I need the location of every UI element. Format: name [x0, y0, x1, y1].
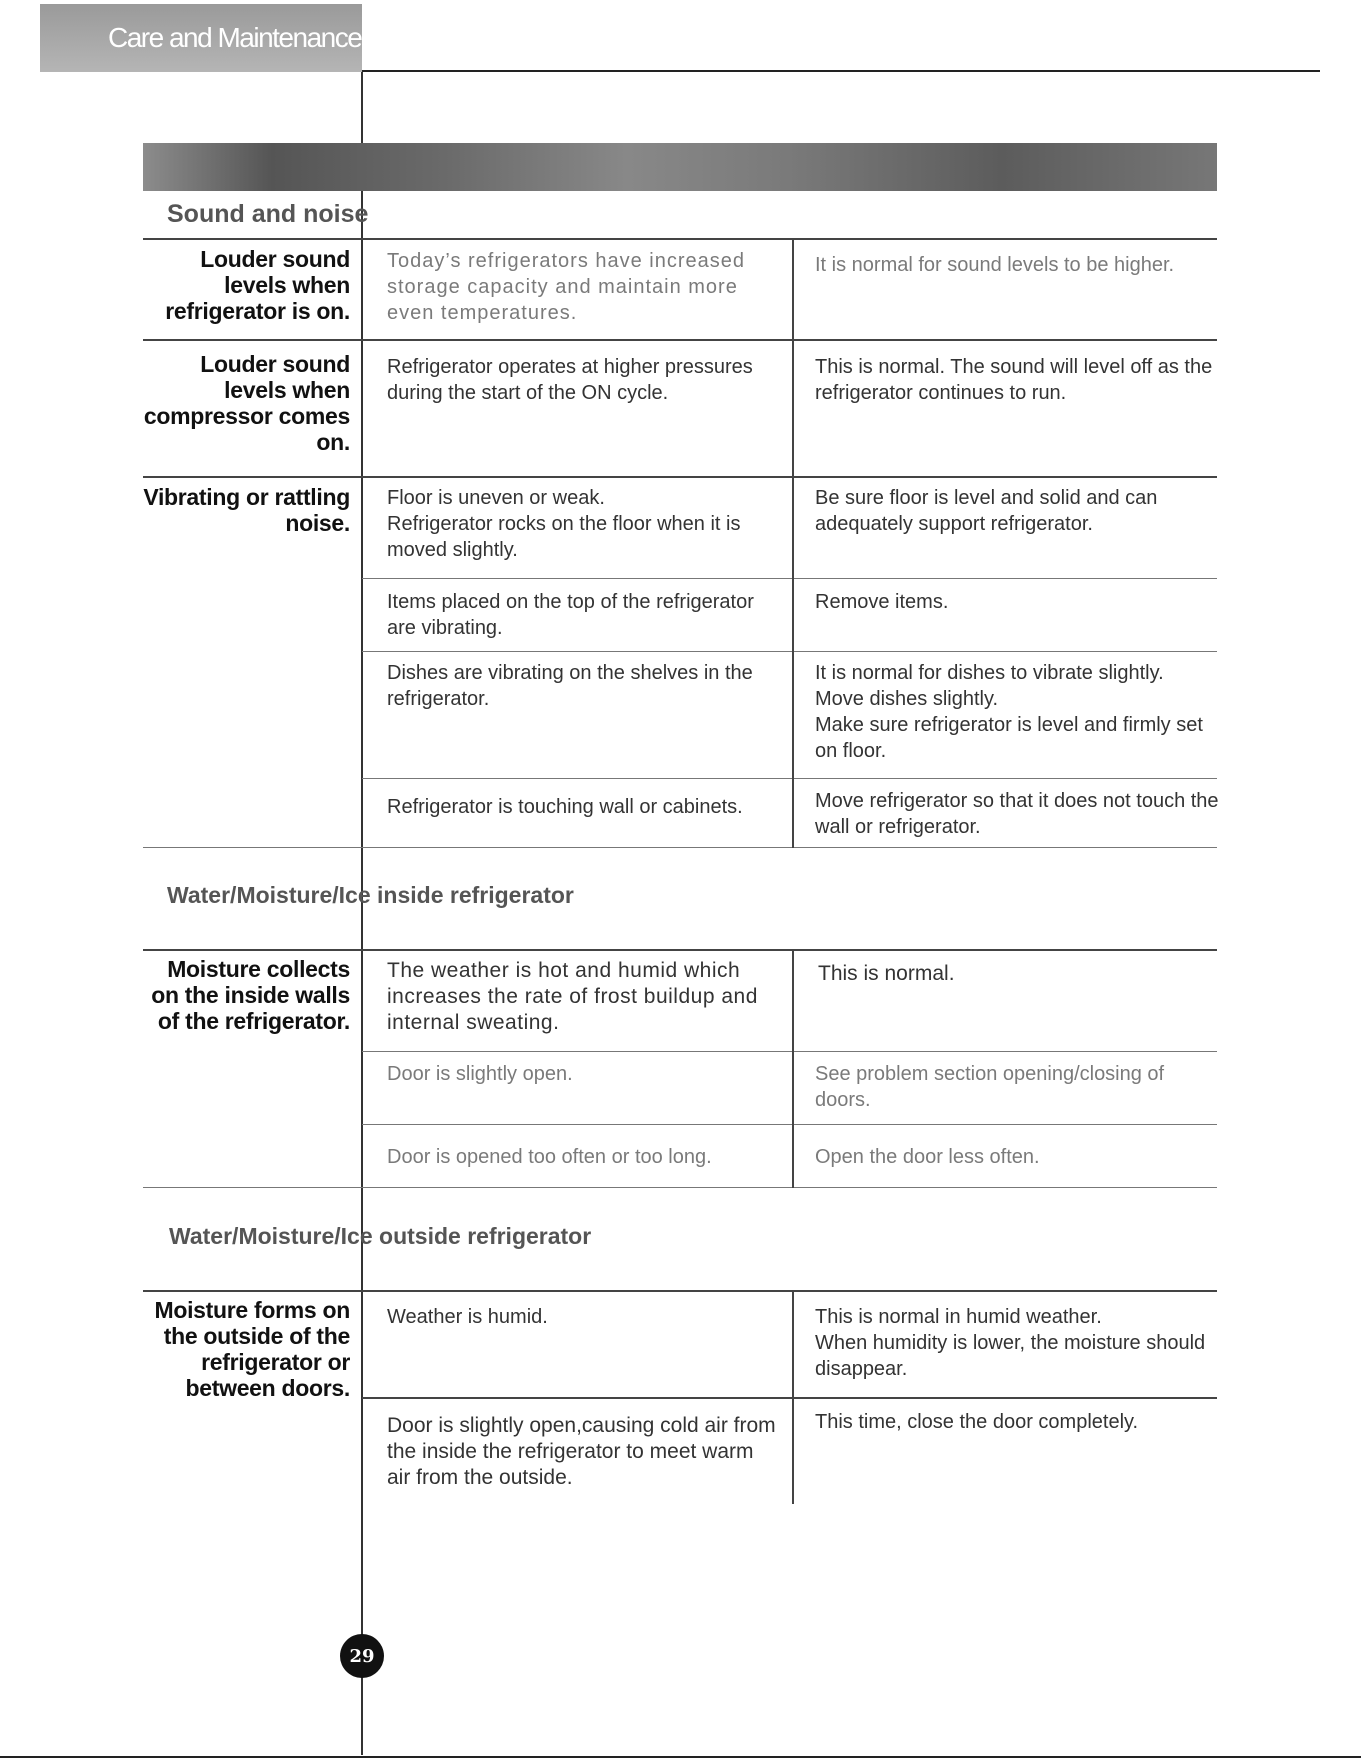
cause-text: The weather is hot and humid which increases the rate of frost buildup and internal sweating.	[387, 959, 758, 1034]
row-rule	[362, 1397, 1217, 1399]
table-rule	[143, 1290, 1217, 1292]
cause-text: Door is slightly open,causing cold air from the inside the refrigerator to meet warm air from the outside.	[387, 1414, 776, 1489]
solution-text: This is normal.	[818, 962, 955, 985]
header-rule	[362, 70, 1320, 72]
solution-text: This is normal in humid weather. When humidity is lower, the moisture should disappear.	[815, 1306, 1206, 1380]
row-rule	[362, 778, 1217, 779]
cause-text: Refrigerator operates at higher pressures during the start of the ON cycle.	[387, 356, 753, 404]
page-number: 29	[349, 1645, 375, 1667]
table-rule	[143, 476, 1217, 478]
column-divider	[792, 1291, 794, 1504]
section-title-outside: Water/Moisture/Ice outside refrigerator	[169, 1223, 592, 1249]
section-title-sound: Sound and noise	[167, 200, 369, 228]
solution-text: This is normal. The sound will level off as the refrigerator continues to run.	[815, 356, 1213, 404]
cause-text: Dishes are vibrating on the shelves in the refrigerator.	[387, 662, 753, 710]
table-rule	[143, 238, 1217, 240]
header-title: Care and Maintenance	[108, 22, 362, 53]
solution-text: Open the door less often.	[815, 1146, 1040, 1168]
cause-text: Today’s refrigerators have increased storage capacity and maintain more even temperatures.	[387, 250, 746, 324]
page-number-badge	[340, 1634, 384, 1678]
column-divider	[792, 239, 794, 848]
solution-text: Move refrigerator so that it does not touch the wall or refrigerator.	[815, 790, 1219, 838]
solution-text: See problem section opening/closing of doors.	[815, 1063, 1165, 1111]
row-rule	[362, 1124, 1217, 1125]
section-banner	[143, 143, 1217, 191]
cause-text: Weather is humid.	[387, 1306, 548, 1328]
cause-text: Door is slightly open.	[387, 1063, 573, 1085]
table-rule	[143, 949, 1217, 951]
problem-label: Moisture collects on the inside walls of the refrigerator.	[151, 956, 350, 1034]
header-tab	[40, 4, 362, 72]
solution-text: Be sure floor is level and solid and can adequately support refrigerator.	[815, 487, 1158, 535]
table-rule	[143, 339, 1217, 341]
row-rule	[362, 578, 1217, 579]
section-title-inside: Water/Moisture/Ice inside refrigerator	[167, 882, 574, 908]
row-rule	[362, 1051, 1217, 1052]
vertical-rule	[361, 72, 363, 1755]
problem-label: Vibrating or rattling noise.	[143, 484, 350, 536]
table-rule	[143, 847, 1217, 848]
cause-text: Refrigerator is touching wall or cabinets.	[387, 796, 743, 818]
problem-label: Louder sound levels when refrigerator is on.	[165, 246, 350, 324]
problem-label: Moisture forms on the outside of the refrigerator or between doors.	[154, 1297, 350, 1401]
cause-text: Items placed on the top of the refrigerator are vibrating.	[387, 591, 754, 639]
solution-text: Remove items.	[815, 591, 949, 613]
solution-text: This time, close the door completely.	[815, 1411, 1139, 1433]
solution-text: It is normal for dishes to vibrate slightly. Move dishes slightly. Make sure refrigerator is level and firmly set on floor.	[815, 662, 1203, 762]
problem-label: Louder sound levels when compressor comes on.	[143, 351, 350, 455]
row-rule	[362, 651, 1217, 652]
solution-text: It is normal for sound levels to be higher.	[815, 254, 1175, 276]
bottom-rule	[0, 1756, 1361, 1758]
cause-text: Door is opened too often or too long.	[387, 1146, 712, 1168]
table-rule	[143, 1187, 1217, 1188]
cause-text: Floor is uneven or weak. Refrigerator rocks on the floor when it is moved slightly.	[387, 487, 741, 561]
column-divider	[792, 950, 794, 1188]
